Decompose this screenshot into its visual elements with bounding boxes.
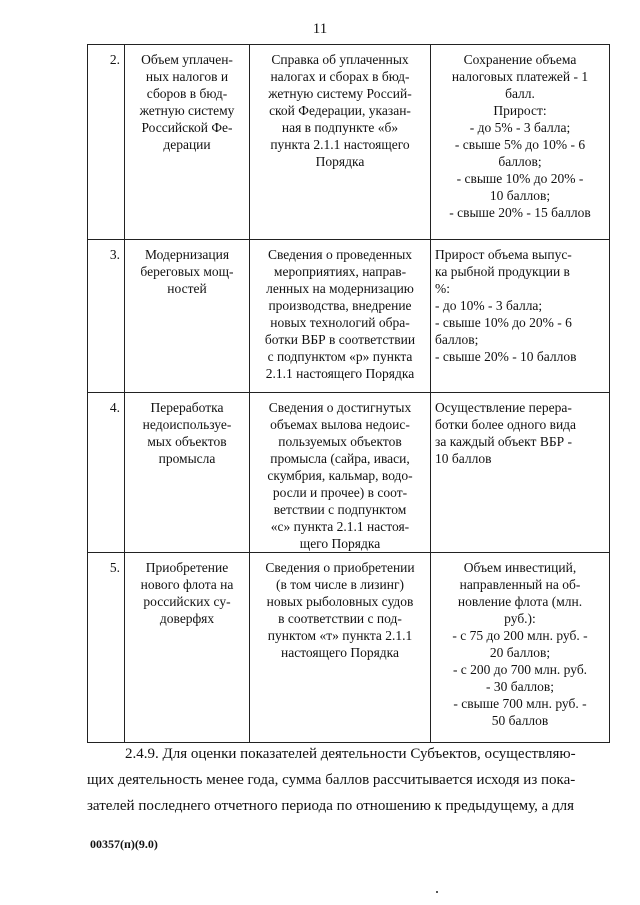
criterion-cell-line: Приобретение: [145, 560, 229, 575]
score-cell: [431, 393, 610, 553]
document-cell-line: росли и прочее) в соот-: [272, 485, 408, 500]
criterion-cell-line: Переработка: [150, 400, 224, 415]
score-cell-line: - с 75 до 200 млн. руб. -: [452, 628, 588, 643]
document-cell-line: Порядка: [315, 154, 365, 169]
paragraph-line: зателей последнего отчетного периода по отношению к предыдущему, а для: [87, 798, 575, 814]
score-cell-line: %:: [435, 281, 450, 296]
document-cell-line: (в том числе в лизинг): [275, 577, 404, 592]
criterion-cell-line: дерации: [163, 137, 211, 152]
criterion-cell-line: Российской Фе-: [141, 120, 233, 135]
document-cell-line: Сведения о проведенных: [267, 247, 413, 262]
document-cell: [250, 240, 431, 393]
row-number: 5.: [88, 553, 125, 743]
criterion-cell-line: российских су-: [143, 594, 231, 609]
row-number: 2.: [88, 45, 125, 240]
document-cell: [250, 553, 431, 743]
criterion-cell-line: Модернизация: [144, 247, 230, 262]
score-cell-line: баллов;: [498, 154, 542, 169]
document-cell-line: новых рыболовных судов: [266, 594, 414, 609]
criterion-cell-line: мых объектов: [147, 434, 227, 449]
document-cell-line: Сведения о приобретении: [265, 560, 415, 575]
document-cell: [250, 393, 431, 553]
score-cell-line: - свыше 700 млн. руб. -: [453, 696, 587, 711]
table-row: [88, 240, 610, 393]
criterion-cell-line: сборов в бюд-: [146, 86, 228, 101]
score-cell-line: Прирост объема выпус-: [435, 247, 572, 262]
document-cell-line: объемах вылова недоис-: [270, 417, 410, 432]
document-cell-line: «с» пункта 2.1.1 настоя-: [270, 519, 410, 534]
score-cell-line: - до 10% - 3 балла;: [435, 298, 543, 313]
score-cell-line: - с 200 до 700 млн. руб.: [452, 662, 588, 677]
score-cell-line: руб.):: [504, 611, 536, 626]
document-cell-line: 2.1.1 настоящего Порядка: [265, 366, 415, 381]
document-cell-line: ветствии с подпунктом: [273, 502, 407, 517]
criterion-cell: [125, 45, 250, 240]
score-cell-line: 10 баллов;: [489, 188, 551, 203]
document-cell-line: новых технологий обра-: [270, 315, 410, 330]
score-cell-line: - до 5% - 3 балла;: [469, 120, 571, 135]
document-cell-line: ской Федерации, указан-: [269, 103, 411, 118]
page-number: 11: [312, 21, 328, 37]
criterion-cell-line: нового флота на: [140, 577, 234, 592]
score-cell-line: - свыше 10% до 20% -: [456, 171, 584, 186]
document-cell-line: налогах и сборах в бюд-: [270, 69, 410, 84]
score-cell: [431, 45, 610, 240]
score-cell-line: 20 баллов;: [489, 645, 551, 660]
criterion-cell-line: недоиспользуе-: [142, 417, 232, 432]
criterion-cell: [125, 393, 250, 553]
document-cell-line: пользуемых объектов: [278, 434, 402, 449]
document-cell-line: производства, внедрение: [268, 298, 412, 313]
paragraph-line: щих деятельность менее года, сумма баллов рассчитывается исходя из пока-: [87, 772, 576, 788]
scan-speck: [436, 891, 438, 893]
criterion-cell-line: ностей: [167, 281, 207, 296]
row-number: 4.: [88, 393, 125, 553]
criterion-cell: [125, 240, 250, 393]
paragraph-2-4-9: [87, 741, 610, 819]
score-cell-line: - свыше 20% - 15 баллов: [449, 205, 591, 220]
document-cell-line: Сведения о достигнутых: [268, 400, 412, 415]
score-cell-line: 50 баллов: [491, 713, 549, 728]
table-row: [88, 45, 610, 240]
criterion-cell-line: береговых мощ-: [140, 264, 234, 279]
document-cell-line: скумбрия, кальмар, водо-: [267, 468, 413, 483]
document-cell-line: Справка об уплаченных: [271, 52, 409, 67]
criterion-cell: [125, 553, 250, 743]
score-cell-line: балл.: [505, 86, 535, 101]
criterion-cell-line: жетную систему: [139, 103, 235, 118]
score-cell-line: налоговых платежей - 1: [451, 69, 589, 84]
score-cell-line: Сохранение объема: [463, 52, 577, 67]
score-cell-line: - свыше 20% - 10 баллов: [435, 349, 577, 364]
criterion-cell-line: доверфях: [159, 611, 215, 626]
criterion-cell-line: промысла: [158, 451, 216, 466]
score-cell: [431, 240, 610, 393]
document-cell-line: щего Порядка: [299, 536, 381, 551]
row-number: 3.: [88, 240, 125, 393]
document-cell-line: пунктом «т» пункта 2.1.1: [267, 628, 413, 643]
score-cell-line: - свыше 5% до 10% - 6: [454, 137, 586, 152]
score-cell-line: Объем инвестиций,: [463, 560, 577, 575]
score-cell-line: Прирост:: [493, 103, 547, 118]
score-cell-line: за каждый объект ВБР -: [435, 434, 572, 449]
document-cell-line: ботки ВБР в соответствии: [264, 332, 416, 347]
score-cell-line: направленный на об-: [459, 577, 581, 592]
score-cell-line: 10 баллов: [435, 451, 492, 466]
score-cell-line: ботки более одного вида: [435, 417, 577, 432]
table-row: [88, 393, 610, 553]
document-cell-line: пункта 2.1.1 настоящего: [270, 137, 410, 152]
score-cell: [431, 553, 610, 743]
score-cell-line: ка рыбной продукции в: [435, 264, 570, 279]
score-cell-line: баллов;: [435, 332, 479, 347]
document-cell-line: ленных на модернизацию: [266, 281, 414, 296]
document-cell-line: мероприятиях, направ-: [273, 264, 407, 279]
criterion-cell-line: ных налогов и: [145, 69, 229, 84]
document-cell-line: промысла (сайра, иваси,: [270, 451, 410, 466]
document-cell: [250, 45, 431, 240]
score-cell-line: Осуществление перера-: [435, 400, 572, 415]
document-cell-line: жетную систему Россий-: [268, 86, 412, 101]
paragraph-line: 2.4.9. Для оценки показателей деятельности Субъектов, осуществляю-: [125, 746, 576, 762]
document-code: 00357(п)(9.0): [90, 837, 158, 851]
criterion-cell-line: Объем уплачен-: [141, 52, 233, 67]
document-cell-line: с подпунктом «р» пункта: [267, 349, 413, 364]
document-cell-line: ная в подпункте «б»: [281, 120, 399, 135]
criteria-table: [87, 44, 610, 743]
score-cell-line: - 30 баллов;: [485, 679, 555, 694]
score-cell-line: - свыше 10% до 20% - 6: [435, 315, 572, 330]
table-row: [88, 553, 610, 743]
score-cell-line: новление флота (млн.: [457, 594, 583, 609]
document-cell-line: в соответствии с под-: [278, 611, 402, 626]
document-cell-line: настоящего Порядка: [280, 645, 400, 660]
